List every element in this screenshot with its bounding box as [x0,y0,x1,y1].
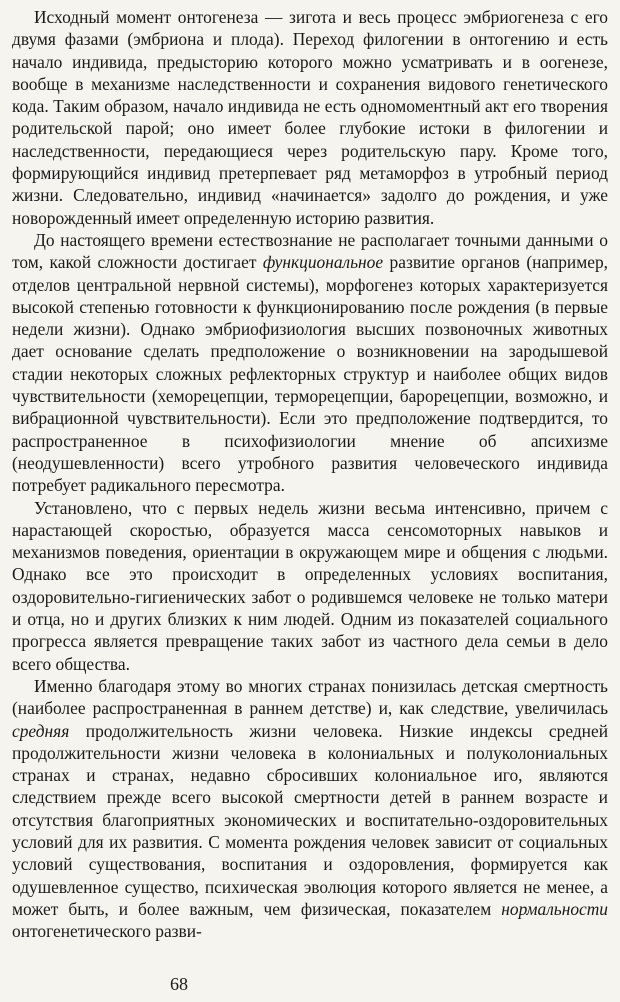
paragraph-4 [12,675,608,943]
paragraph-2-italic-word: функциональное [262,252,384,273]
paragraph-1-text: Исходный момент онтогенеза — зигота и весь процесс эмбриогенеза с его двумя фазами (эмбриона и плода). Переход филогении в онтогению и есть начало индивида, предысторию которого можно усматривать и в оогенезе, вообще в механизме наследственности и сохранения видового генетического кода. Таким образом, начало индивида не есть одномоментный акт его творения родительской парой; оно имеет более глубокие истоки в филогении и наследственности, передающиеся через родительскую пару. Кроме того, формирующийся индивид претерпевает ряд метаморфоз в утробный период жизни. Следовательно, индивид «начинается» задолго до рождения, и уже новорожденный имеет определенную историю развития. [12,7,608,228]
paragraph-1 [12,6,608,229]
paragraph-4-italic-word-1: средняя [12,720,70,741]
paragraph-3-text: Установлено, что с первых недель жизни весьма интенсивно, причем с нарастающей скоростью, образуется масса сенсомоторных навыков и механизмов поведения, ориентации в окружающем мире и общения с людьми. Однако все это происходит в определенных условиях воспитания, оздоровительно-гигиенических забот о родившемся человеке не только матери и отца, но и других близких к ним людей. Одним из показателей социального прогресса является превращение таких забот из частного дела семьи в дело всего общества. [12,497,608,674]
paragraph-4-text-a: Именно благодаря этому во многих странах понизилась детская смертность (наиболее распространенная в раннем детстве) и, как следствие, увеличилась [12,675,608,719]
paragraph-4-text-c: онтогенетического разви- [12,921,202,942]
paragraph-4-italic-word-2: нормальности [501,898,608,919]
page-number: 68 [170,974,188,994]
paragraph-2-text-b: развитие органов (например, отделов центральной нервной системы), морфогенез которых характеризуется высокой степенью готовности к функционированию после рождения (в первые недели жизни). Однако эмбриофизиология высших позвоночных животных дает основание сделать предположение о возникновении на зародышевой стадии некоторых сложных рефлекторных структур и наиболее общих видов чувствительности (хеморецепции, терморецепции, барорецепции, возможно, и вибрационной чувствительности). Если это предположение подтвердится, то распространенное в психофизиологии мнение об апсихизме (неодушевленности) всего утробного развития человеческого индивида потребует радикального пересмотра. [12,252,608,496]
paragraph-3 [12,497,608,675]
paragraph-2-text-a: До настоящего времени естествознание не располагает точными данными о том, какой сложности достигает [12,229,608,273]
paragraph-4-text-b: продолжительность жизни человека. Низкие индексы средней продолжительности жизни человека в колониальных и полуколониальных странах и странах, недавно сбросивших колониальное иго, являются следствием прежде всего высокой смертности детей в раннем возрасте и отсутствия благоприятных экономических и воспитательно-оздоровительных условий для их развития. С момента рождения человек зависит от социальных условий существования, воспитания и оздоровления, формируется как одушевленное существо, психическая эволюция которого является не менее, а может быть, и более важным, чем физическая, показателем [12,720,608,919]
paragraph-2 [12,229,608,497]
